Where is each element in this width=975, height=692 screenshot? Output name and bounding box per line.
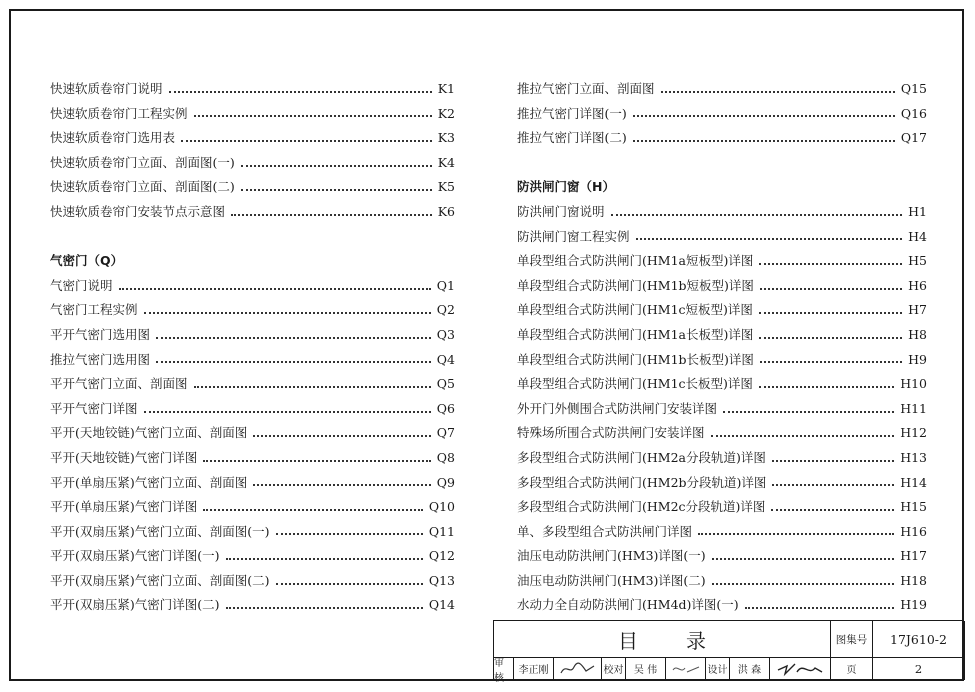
toc-entry-title: 单段型组合式防洪闸门(HM1b短板型)详图	[517, 277, 754, 293]
toc-entry-page: H5	[908, 253, 927, 269]
toc-entry	[50, 471, 455, 496]
toc-entry	[50, 274, 455, 299]
toc-entry	[517, 323, 927, 348]
dot-leader	[636, 237, 903, 240]
toc-entry-page: K2	[437, 105, 455, 121]
dot-leader	[772, 483, 894, 486]
toc-entry-page: H1	[908, 203, 927, 219]
toc-entry	[517, 446, 927, 471]
toc-left-column	[50, 77, 455, 618]
toc-entry-page: Q14	[428, 597, 455, 613]
dot-leader	[241, 164, 432, 167]
dot-leader	[226, 557, 423, 560]
toc-entry-title: 油压电动防洪闸门(HM3)详图(二)	[517, 572, 706, 588]
toc-entry-page: K6	[437, 203, 455, 219]
toc-entry-title: 平开(双扇压紧)气密门详图(二)	[50, 597, 220, 613]
toc-entry	[517, 200, 927, 225]
toc-entry-title: 水动力全自动防洪闸门(HM4d)详图(一)	[517, 597, 739, 613]
dot-leader	[181, 139, 432, 142]
toc-entry-page: Q5	[436, 376, 455, 392]
dot-leader	[276, 582, 423, 585]
design-signature	[770, 658, 831, 680]
toc-entry-page: H8	[908, 326, 927, 342]
dot-leader	[231, 213, 432, 216]
toc-entry-page: H18	[900, 572, 927, 588]
dot-leader	[144, 410, 431, 413]
dot-leader	[633, 139, 895, 142]
dot-leader	[226, 606, 423, 609]
dot-leader	[661, 90, 895, 93]
toc-entry-page: H14	[900, 474, 927, 490]
toc-entry-title: 平开(双扇压紧)气密门立面、剖面图(一)	[50, 523, 270, 539]
toc-entry	[50, 126, 455, 151]
check-signature	[666, 658, 706, 680]
toc-entry-page: H6	[908, 277, 927, 293]
dot-leader	[760, 287, 902, 290]
toc-entry-title: 单段型组合式防洪闸门(HM1a短板型)详图	[517, 253, 754, 269]
toc-entry-title: 油压电动防洪闸门(HM3)详图(一)	[517, 548, 706, 564]
toc-entry-title: 多段型组合式防洪闸门(HM2b分段轨道)详图	[517, 474, 767, 490]
toc-entry-title: 平开(单扇压紧)气密门详图	[50, 499, 198, 515]
toc-entry-page: Q11	[428, 523, 455, 539]
toc-entry-title: 特殊场所围合式防洪闸门安装详图	[517, 425, 705, 441]
toc-entry	[517, 544, 927, 569]
design-label: 设计	[706, 658, 730, 680]
toc-entry	[50, 544, 455, 569]
toc-entry	[50, 323, 455, 348]
toc-entry-title: 单段型组合式防洪闸门(HM1a长板型)详图	[517, 326, 754, 342]
atlas-label: 图集号	[831, 621, 873, 658]
toc-entry	[517, 372, 927, 397]
toc-entry-title: 平开(双扇压紧)气密门详图(一)	[50, 548, 220, 564]
dot-leader	[611, 213, 903, 216]
toc-entry-title: 多段型组合式防洪闸门(HM2c分段轨道)详图	[517, 499, 766, 515]
atlas-number: 17J610-2	[873, 621, 965, 658]
dot-leader	[745, 606, 895, 609]
toc-entry-title: 平开(单扇压紧)气密门立面、剖面图	[50, 474, 248, 490]
dot-leader	[712, 557, 895, 560]
dot-leader	[169, 90, 432, 93]
toc-entry-title: 单段型组合式防洪闸门(HM1c长板型)详图	[517, 376, 753, 392]
toc-entry-title: 气密门工程实例	[50, 302, 138, 318]
toc-entry-page: Q16	[900, 105, 927, 121]
toc-entry-title: 气密门说明	[50, 277, 113, 293]
toc-entry-title: 快速软质卷帘门立面、剖面图(二)	[50, 179, 235, 195]
toc-entry-title: 防洪闸门窗说明	[517, 203, 605, 219]
dot-leader	[194, 385, 431, 388]
dot-leader	[772, 459, 894, 462]
toc-entry-page: Q2	[436, 302, 455, 318]
toc-entry-page: Q12	[428, 548, 455, 564]
toc-entry-title: 推拉气密门选用图	[50, 351, 151, 367]
toc-entry	[517, 102, 927, 127]
dot-leader	[144, 311, 431, 314]
dot-leader	[276, 532, 423, 535]
title-block	[493, 620, 964, 684]
toc-entry-page: Q9	[436, 474, 455, 490]
toc-entry-title: 推拉气密门立面、剖面图	[517, 81, 655, 96]
review-label: 审核	[494, 658, 514, 680]
toc-entry-title: 单、多段型组合式防洪闸门详图	[517, 523, 693, 539]
dot-leader	[194, 114, 432, 117]
toc-entry	[517, 298, 927, 323]
toc-entry	[50, 495, 455, 520]
toc-entry-title: 快速软质卷帘门立面、剖面图(一)	[50, 154, 235, 170]
toc-right-column	[517, 77, 927, 618]
toc-entry-title: 推拉气密门详图(一)	[517, 105, 627, 121]
toc-entry-title: 推拉气密门详图(二)	[517, 130, 627, 146]
toc-entry-page: H13	[900, 449, 927, 465]
toc-entry-page: K4	[437, 154, 455, 170]
toc-entry	[50, 151, 455, 176]
dot-leader	[723, 410, 894, 413]
dot-leader	[156, 336, 431, 339]
section-heading-h: 防洪闸门窗（H）	[517, 179, 615, 195]
toc-entry	[50, 397, 455, 422]
toc-entry-title: 快速软质卷帘门工程实例	[50, 105, 188, 121]
dot-leader	[156, 360, 431, 363]
design-name: 洪 森	[730, 658, 770, 680]
toc-entry	[50, 175, 455, 200]
toc-entry	[50, 593, 455, 618]
dot-leader	[771, 508, 894, 511]
toc-entry-page: Q1	[436, 277, 455, 293]
toc-entry-title: 平开(天地铰链)气密门详图	[50, 449, 198, 465]
toc-entry	[517, 471, 927, 496]
toc-entry	[517, 348, 927, 373]
toc-entry	[517, 593, 927, 618]
toc-entry-title: 平开气密门立面、剖面图	[50, 376, 188, 392]
toc-entry-page: K5	[437, 179, 455, 195]
toc-entry-title: 快速软质卷帘门选用表	[50, 130, 176, 146]
toc-entry-page: H15	[900, 499, 927, 515]
dot-leader	[759, 262, 902, 265]
toc-entry	[517, 569, 927, 594]
page-number: 2	[873, 658, 965, 680]
toc-entry	[517, 520, 927, 545]
toc-entry	[517, 225, 927, 250]
toc-entry	[517, 274, 927, 299]
toc-entry	[517, 495, 927, 520]
toc-entry-title: 防洪闸门窗工程实例	[517, 228, 630, 244]
toc-entry-page: Q4	[436, 351, 455, 367]
check-name: 吴 伟	[626, 658, 666, 680]
toc-entry	[50, 520, 455, 545]
dot-leader	[759, 311, 902, 314]
review-signature	[554, 658, 602, 680]
dot-leader	[633, 114, 895, 117]
toc-entry-page: Q8	[436, 449, 455, 465]
dot-leader	[759, 336, 902, 339]
toc-entry-title: 平开(天地铰链)气密门立面、剖面图	[50, 425, 248, 441]
toc-entry-page: Q15	[900, 81, 927, 96]
toc-entry	[50, 446, 455, 471]
toc-entry-title: 快速软质卷帘门说明	[50, 81, 163, 96]
dot-leader	[253, 434, 431, 437]
toc-entry	[50, 569, 455, 594]
toc-entry-page: H19	[900, 597, 927, 613]
dot-leader	[711, 434, 895, 437]
toc-entry-title: 平开气密门选用图	[50, 326, 151, 342]
toc-entry	[50, 200, 455, 225]
toc-entry-title: 平开气密门详图	[50, 400, 138, 416]
toc-entry	[50, 102, 455, 127]
dot-leader	[760, 360, 902, 363]
toc-entry-page: Q13	[428, 572, 455, 588]
toc-entry-title: 单段型组合式防洪闸门(HM1c短板型)详图	[517, 302, 753, 318]
toc-entry-page: H4	[908, 228, 927, 244]
toc-entry-page: K3	[437, 130, 455, 146]
toc-entry-page: H16	[900, 523, 927, 539]
toc-entry-title: 多段型组合式防洪闸门(HM2a分段轨道)详图	[517, 449, 766, 465]
review-name: 李正刚	[514, 658, 554, 680]
toc-entry-page: K1	[437, 81, 455, 96]
section-heading-q: 气密门（Q）	[50, 253, 124, 269]
toc-entry	[50, 421, 455, 446]
toc-entry	[517, 421, 927, 446]
toc-entry	[50, 77, 455, 102]
toc-entry-page: H11	[900, 400, 927, 416]
toc-entry-page: H12	[900, 425, 927, 441]
drawing-title: 目录	[494, 621, 831, 658]
dot-leader	[253, 483, 431, 486]
dot-leader	[241, 188, 432, 191]
toc-entry-page: H10	[900, 376, 927, 392]
dot-leader	[119, 287, 431, 290]
toc-entry-title: 平开(双扇压紧)气密门立面、剖面图(二)	[50, 572, 270, 588]
dot-leader	[698, 532, 894, 535]
toc-entry-page: H17	[900, 548, 927, 564]
toc-entry	[50, 348, 455, 373]
check-label: 校对	[602, 658, 626, 680]
toc-entry-title: 快速软质卷帘门安装节点示意图	[50, 203, 226, 219]
toc-entry-page: Q7	[436, 425, 455, 441]
page-label: 页	[831, 658, 873, 680]
toc-entry-page: Q10	[428, 499, 455, 515]
toc-entry-page: H9	[908, 351, 927, 367]
dot-leader	[203, 508, 423, 511]
toc-entry	[517, 249, 927, 274]
toc-entry	[50, 298, 455, 323]
dot-leader	[203, 459, 431, 462]
toc-entry	[517, 126, 927, 151]
dot-leader	[759, 385, 894, 388]
toc-entry-page: Q6	[436, 400, 455, 416]
toc-entry-page: Q3	[436, 326, 455, 342]
toc-entry-title: 单段型组合式防洪闸门(HM1b长板型)详图	[517, 351, 754, 367]
toc-entry-page: H7	[908, 302, 927, 318]
toc-entry	[517, 397, 927, 422]
toc-entry-title: 外开门外侧围合式防洪闸门安装详图	[517, 400, 718, 416]
dot-leader	[712, 582, 895, 585]
toc-entry	[517, 77, 927, 102]
toc-entry-page: Q17	[900, 130, 927, 146]
toc-entry	[50, 372, 455, 397]
